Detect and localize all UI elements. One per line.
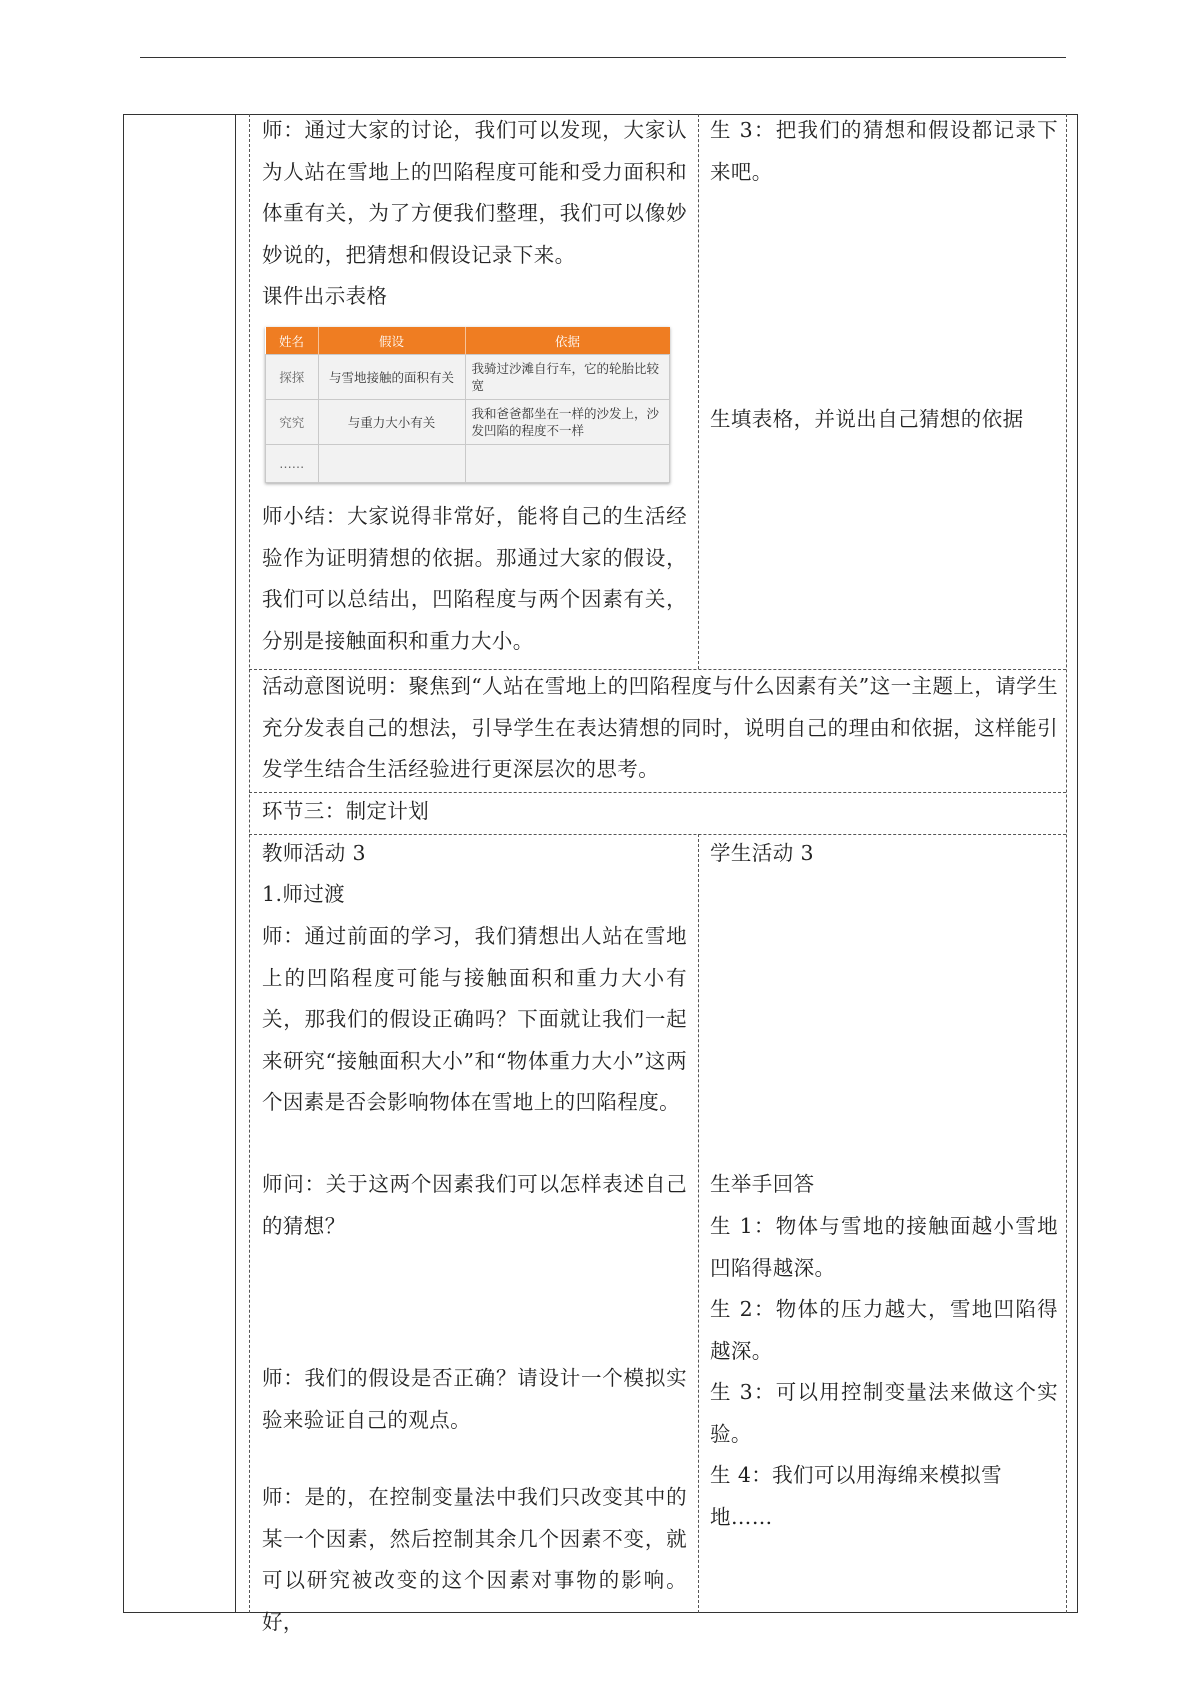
teacher-summary-paragraph: 师小结：大家说得非常好，能将自己的生活经验作为证明猜想的依据。那通过大家的假设，我们可以总结出，凹陷程度与两个因素有关，分别是接触面积和重力大小。 — [262, 504, 687, 653]
teacher-control-variable-explanation: 师：是的，在控制变量法中我们只改变其中的某一个因素，然后控制其余几个因素不变，就可以研究被改变的这个因素对事物的影响。好， — [262, 1485, 687, 1634]
teacher-transition-paragraph: 师：通过前面的学习，我们猜想出人站在雪地上的凹陷程度可能与接触面积和重力大小有关，那我们的假设正确吗？下面就让我们一起来研究“接触面积大小”和“物体重力大小”这两个因素是否会影响物体在雪地上的凹陷程度。 — [262, 924, 687, 1114]
slide-table-cell: 探探 — [266, 355, 319, 400]
teacher-question: 师问：关于这两个因素我们可以怎样表述自己的猜想？ — [262, 1172, 687, 1238]
slide-table-cell — [318, 445, 465, 483]
student-4-answer: 生 4：我们可以用海绵来模拟雪地…… — [710, 1463, 1003, 1529]
slide-table-cell: 我和爸爸都坐在一样的沙发上，沙发凹陷的程度不一样 — [465, 400, 670, 445]
activity-divider-upper — [698, 114, 699, 669]
student-1-answer: 生 1：物体与雪地的接触面越小雪地凹陷得越深。 — [710, 1214, 1058, 1280]
teacher-discussion-paragraph: 师：通过大家的讨论，我们可以发现，大家认为人站在雪地上的凹陷程度可能和受力面积和体重有关，为了方便我们整理，我们可以像妙妙说的，把猜想和假设记录下来。 — [262, 118, 687, 267]
slide-caption: 课件出示表格 — [262, 284, 388, 308]
slide-table-row — [266, 445, 670, 483]
inner-left-border — [249, 114, 250, 1613]
teacher-experiment-prompt: 师：我们的假设是否正确？请设计一个模拟实验来验证自己的观点。 — [262, 1366, 687, 1432]
slide-table-cell: 究究 — [266, 400, 319, 445]
student-raise-hand: 生举手回答 — [710, 1172, 815, 1196]
slide-table-header-hypothesis: 假设 — [318, 327, 465, 355]
slide-hypothesis-table — [265, 327, 670, 483]
student-fill-table-note: 生填表格，并说出自己猜想的依据 — [710, 407, 1024, 431]
header-rule — [140, 57, 1066, 58]
slide-table-cell: …… — [266, 445, 319, 483]
slide-table-cell: 与重力大小有关 — [318, 400, 465, 445]
slide-table-cell: 与雪地接触的面积有关 — [318, 355, 465, 400]
slide-table-cell — [465, 445, 670, 483]
column-divider — [235, 114, 236, 1613]
inner-right-border — [1066, 114, 1067, 1613]
teacher-transition-item: 1.师过渡 — [262, 882, 346, 906]
student-3-response: 生 3：把我们的猜想和假设都记录下来吧。 — [710, 118, 1058, 184]
section-3-title: 环节三：制定计划 — [262, 799, 430, 823]
student-activity-3-heading: 学生活动 3 — [710, 841, 814, 865]
student-3-answer: 生 3：可以用控制变量法来做这个实验。 — [710, 1380, 1058, 1446]
slide-table-row — [266, 355, 670, 400]
activity-divider-lower — [698, 834, 699, 1613]
activity-intent-note: 活动意图说明：聚焦到“人站在雪地上的凹陷程度与什么因素有关”这一主题上，请学生充分发表自己的想法，引导学生在表达猜想的同时，说明自己的理由和依据，这样能引发学生结合生活经验进行更深层次的思考。 — [262, 674, 1058, 781]
slide-table-row — [266, 400, 670, 445]
slide-table-header-basis: 依据 — [465, 327, 670, 355]
slide-table-header-name: 姓名 — [266, 327, 319, 355]
slide-table-cell: 我骑过沙滩自行车，它的轮胎比较宽 — [465, 355, 670, 400]
student-2-answer: 生 2：物体的压力越大，雪地凹陷得越深。 — [710, 1297, 1058, 1363]
teacher-activity-3-heading: 教师活动 3 — [262, 841, 366, 865]
slide-table-header-row — [266, 327, 670, 355]
